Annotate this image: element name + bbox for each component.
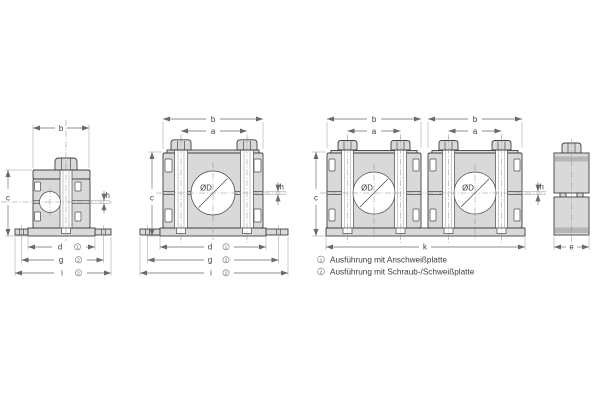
view-side-single (1, 120, 112, 278)
dim-a (449, 127, 502, 139)
marker-digit-2: 2 (77, 271, 80, 277)
dim-c (147, 152, 162, 236)
dim-h (523, 182, 546, 205)
dim-c (312, 152, 326, 236)
view-front-double (312, 115, 546, 252)
dim-label-d: d (57, 242, 63, 252)
dim-label-b: b (210, 114, 216, 124)
base-plate (326, 228, 525, 236)
dim-k (326, 237, 525, 252)
marker-digit-1: 1 (224, 245, 228, 251)
view-front-single (140, 115, 288, 278)
dim-label-a: a (371, 126, 377, 136)
dim-label-b: b (58, 123, 64, 133)
marker-digit-2: 2 (77, 258, 80, 264)
dim-label-h: h (279, 182, 284, 192)
dim-a (181, 127, 247, 139)
dim-label-h: h (539, 182, 544, 192)
dim-label-g: g (58, 255, 64, 265)
dim-label-i: i (210, 268, 212, 278)
legend-item-weld-plate (318, 256, 448, 265)
marker-digit-2: 2 (224, 258, 228, 264)
dim-label-b: b (472, 114, 478, 124)
dim-label-a: a (472, 126, 478, 136)
dim-h (265, 182, 286, 205)
view-end (554, 139, 589, 252)
marker-digit-1: 1 (76, 245, 79, 251)
legend-marker-digit-2: 2 (319, 270, 323, 276)
weld-tab-left (140, 229, 160, 235)
dim-label-d: d (207, 242, 213, 252)
dim-g (148, 241, 279, 265)
dim-c (5, 170, 32, 236)
marker-digit-2: 2 (224, 271, 228, 277)
dim-label-h: h (105, 191, 110, 200)
dim-label-c: c (150, 193, 154, 203)
dim-label-i: i (61, 268, 63, 278)
dim-label-g: g (207, 255, 213, 265)
dim-label-a: a (210, 126, 216, 136)
weld-tab-right (95, 229, 111, 235)
legend (318, 256, 475, 277)
dim-label-b: b (371, 114, 377, 124)
weld-tab-right (266, 229, 288, 235)
dim-label-c: c (6, 193, 10, 203)
dim-d (28, 237, 95, 252)
legend-item-screw-weld-plate (318, 268, 475, 277)
legend-marker-digit-1: 1 (319, 258, 323, 264)
dim-label-diameter: ØD (361, 183, 373, 193)
legend-label-weld-plate: Ausführung mit Anschweißplatte (330, 255, 447, 265)
dim-label-e: e (569, 242, 574, 252)
legend-label-screw-weld-plate: Ausführung mit Schraub-/Schweißplatte (330, 267, 475, 277)
dim-label-diameter: ØD (462, 183, 474, 193)
dim-label-k: k (423, 242, 427, 252)
dim-label-diameter: ØD (200, 183, 212, 193)
dim-a (348, 127, 401, 139)
dim-g (22, 240, 104, 265)
dim-label-c: c (314, 193, 318, 203)
